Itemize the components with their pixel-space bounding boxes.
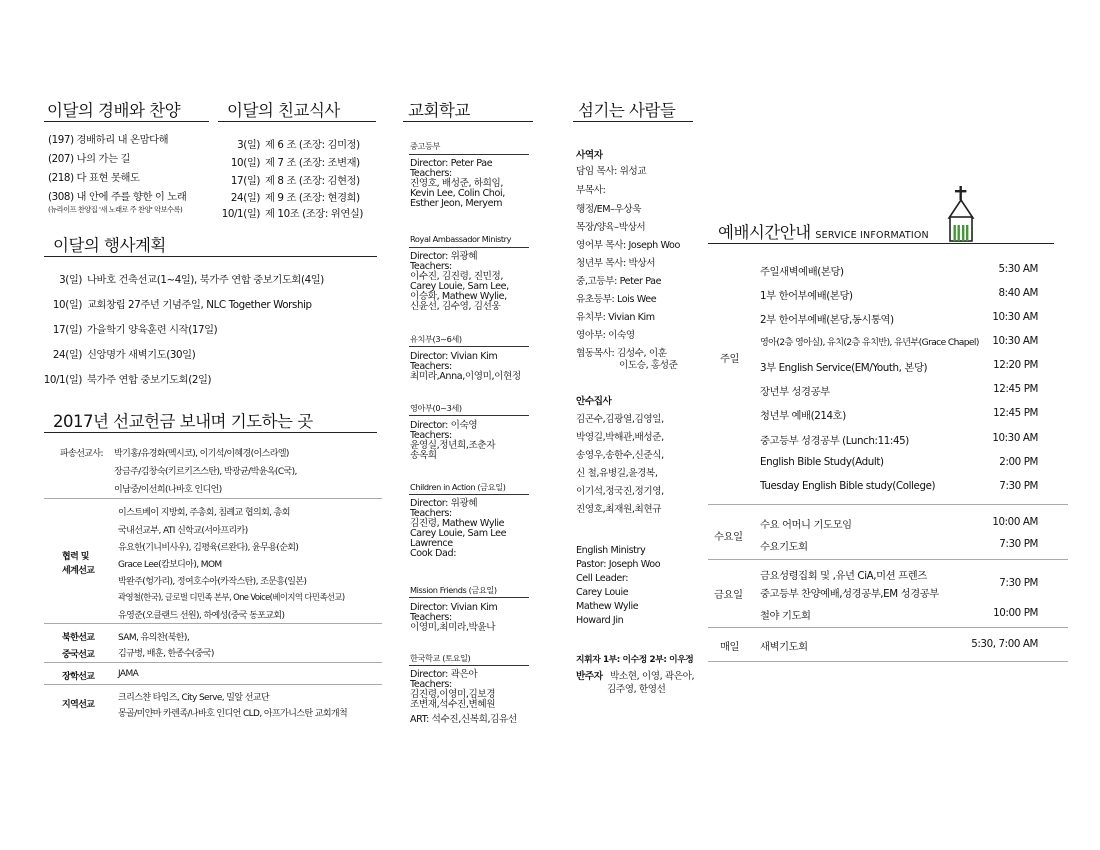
mission-sent-label: 파송선교사:: [60, 449, 103, 459]
school-line: Director: 위광혜: [410, 251, 478, 262]
deacon-line: 진영호,최재원,최현규: [576, 504, 662, 515]
church-icon: [944, 185, 978, 243]
school-line: Carey Louie, Sam Lee: [410, 528, 507, 539]
school-section-title: 영아부(0~3세): [410, 403, 462, 413]
sunday-service-name: 3부 English Service(EM/Youth, 본당): [760, 362, 928, 374]
school-section-title: Mission Friends (금요일): [410, 585, 497, 595]
sunday-service-time: 12:45 PM: [993, 383, 1038, 395]
school-line: Teachers:: [410, 168, 452, 179]
sunday-service-time: 10:30 AM: [992, 311, 1038, 323]
mission-scholar-label: 장학선교: [62, 672, 95, 682]
wed-service-time: 7:30 PM: [999, 538, 1038, 550]
events-rule: [44, 256, 377, 257]
fellowship-group: 제 9 조 (조장: 현경희): [265, 192, 360, 204]
mission-divider: [44, 662, 382, 663]
deacon-line: 박영길,박해관,배성준,: [576, 432, 664, 443]
worship-item: (207) 나의 가는 길: [48, 153, 131, 165]
staff-line: 행정/EM–우상욱: [576, 204, 642, 215]
fri-service-time: 7:30 PM: [999, 577, 1038, 589]
school-line: Cook Dad:: [410, 548, 457, 559]
school-line: Teachers:: [410, 261, 452, 272]
mission-coop-line: 곽영철(한국), 글로벌 디민족 본부, One Voice(베이지역 다민족선교): [118, 592, 345, 602]
mission-coop-line: 유요한(기니비사우), 김평육(르완다), 윤무용(순회): [118, 543, 299, 553]
daily-label: 매일: [720, 641, 740, 653]
worship-rule: [44, 121, 209, 122]
fri-prayer-time: 10:00 PM: [993, 607, 1038, 619]
event-text: 신앙명가 새벽기도(30일): [87, 349, 196, 361]
school-section-title: Royal Ambassador Ministry: [410, 234, 512, 244]
school-line: 이영미,최미라,박윤나: [410, 622, 496, 633]
event-date: 3(일): [59, 274, 82, 286]
school-line: Teachers:: [410, 508, 452, 519]
school-section-rule: [409, 154, 529, 155]
wed-label: 수요일: [714, 531, 743, 543]
accompanist-label: 반주자: [576, 671, 603, 682]
mission-coop-line: 유영준(오클랜드 선원), 하예성(중국 동포교회): [118, 611, 285, 621]
sunday-service-time: 5:30 AM: [998, 263, 1038, 275]
mission-local-line: 몽골/미얀마 카렌족/나바호 인디언 CLD, 아프가니스탄 교회개척: [118, 709, 348, 719]
school-line: Carey Louie, Sam Lee,: [410, 281, 509, 292]
sunday-service-name: 2부 한어부예배(본당,동시통역): [760, 314, 894, 326]
mission-rule: [44, 432, 377, 433]
sunday-service-time: 10:30 AM: [992, 335, 1038, 347]
events-title: 이달의 행사계획: [53, 236, 166, 255]
school-line: 이수진, 김진령, 진민정,: [410, 271, 504, 282]
fellowship-title: 이달의 친교식사: [227, 101, 340, 120]
school-line: Esther Jeon, Meryem: [410, 198, 503, 209]
fellowship-date: 10/1(일): [221, 208, 260, 220]
english-line: Howard Jin: [576, 615, 624, 626]
mission-local-line: 크리스챤 타임즈, City Serve, 밀알 선교단: [118, 693, 270, 703]
mission-sent-line: 장금주/김창숙(키르키즈스탄), 박광균/박윤옥(C국),: [114, 467, 297, 477]
school-line: 신윤선, 김수영, 김선웅: [410, 301, 501, 312]
mission-coop-line: 이스트베이 지방회, 주총회, 침례교 협의회, 총회: [118, 508, 290, 518]
school-line: Kevin Lee, Colin Choi,: [410, 188, 505, 199]
sunday-service-name: 장년부 성경공부: [760, 386, 830, 398]
sunday-service-name: 청년부 예배(214호): [760, 410, 846, 422]
mission-coop-line: 국내선교부, ATI 신학교(서아프리카): [118, 526, 248, 536]
mission-divider: [44, 498, 382, 499]
mission-local-label: 지역선교: [62, 700, 95, 710]
school-line: Teachers:: [410, 612, 452, 623]
fellowship-group: 제 7 조 (조장: 조변재): [265, 157, 360, 169]
english-line: Cell Leader:: [576, 573, 629, 584]
mission-coop-line: 박완주(헝가리), 정여호수아(카작스탄), 조문흥(일본): [118, 577, 307, 587]
fri-label: 금요일: [714, 589, 743, 601]
event-date: 10/1(일): [43, 374, 82, 386]
staff-line: 협동목사: 김성수, 이훈: [576, 348, 667, 359]
accompanist-line: 김주영, 한영선: [607, 684, 666, 695]
fellowship-date: 10(일): [230, 157, 260, 169]
school-line: 송옥희: [410, 450, 437, 461]
staff-line: 영아부: 이숙영: [576, 330, 635, 341]
sunday-service-time: 7:30 PM: [999, 480, 1038, 492]
school-line: 윤영실,정년희,조춘자: [410, 440, 496, 451]
sunday-service-time: 8:40 AM: [998, 287, 1038, 299]
wed-service-name: 수요기도회: [760, 541, 808, 553]
staff-heading: 사역자: [576, 150, 603, 161]
school-line: 김진령, Mathew Wylie: [410, 518, 505, 529]
wed-service-time: 10:00 AM: [992, 516, 1038, 528]
school-line: 진영호, 배성준, 하희임,: [410, 178, 504, 189]
school-line: Director: 위광혜: [410, 498, 478, 509]
service-divider: [708, 627, 1068, 628]
school-section-rule: [409, 415, 529, 416]
sunday-service-name: 1부 한어부예배(본당): [760, 290, 853, 302]
deacon-heading: 안수집사: [576, 396, 612, 407]
sunday-service-time: 2:00 PM: [999, 456, 1038, 468]
staff-line: 유치부: Vivian Kim: [576, 312, 655, 323]
school-section-title: 유치부(3~6세): [410, 334, 462, 344]
mission-coop-label: 협력 및: [62, 552, 89, 562]
sunday-label: 주일: [720, 353, 740, 365]
school-line: Teachers:: [410, 430, 452, 441]
school-line: 이승화, Mathew Wylie,: [410, 291, 507, 302]
school-title: 교회학교: [408, 101, 470, 120]
event-text: 교회창립 27주년 기념주일, NLC Together Worship: [87, 299, 312, 311]
service-title: [718, 219, 929, 243]
school-section-title: 한국학교 (토요일): [410, 653, 471, 663]
accompanist-line: 박소현, 이영, 곽은아,: [610, 671, 695, 682]
english-line: Pastor: Joseph Woo: [576, 559, 661, 570]
deacon-line: 송영우,송한수,신준식,: [576, 450, 664, 461]
school-line: Director: Vivian Kim: [410, 602, 498, 613]
sunday-service-time: 12:20 PM: [993, 359, 1038, 371]
deacon-line: 이기석,정국진,정기영,: [576, 486, 664, 497]
sunday-service-name: 주일새벽예배(본당): [760, 266, 844, 278]
conductor: 지휘자 1부: 이수정 2부: 이우정: [576, 655, 694, 665]
fellowship-date: 3(일): [237, 139, 260, 151]
mission-coop-label: 세계선교: [62, 566, 95, 576]
fellowship-date: 17(일): [230, 175, 260, 187]
staff-line: 중,고등부: Peter Pae: [576, 276, 662, 287]
school-line: Director: Vivian Kim: [410, 351, 498, 362]
servants-rule: [573, 121, 693, 122]
school-section-title: 중고등부: [410, 141, 441, 151]
worship-item: (197) 경배하리 내 온맘다해: [48, 134, 169, 146]
deacon-line: 김곤수,김광열,김영일,: [576, 414, 664, 425]
school-line: Director: 곽은아: [410, 669, 478, 680]
service-title-ko: 예배시간안내: [718, 223, 811, 242]
mission-scholar: JAMA: [118, 669, 139, 679]
wed-service-name: 수요 어머니 기도모임: [760, 519, 852, 531]
school-line: Teachers:: [410, 361, 452, 372]
mission-china-label: 중국선교: [62, 650, 95, 660]
mission-north-label: 북한선교: [62, 633, 95, 643]
school-section-rule: [409, 665, 529, 666]
sunday-service-time: 12:45 PM: [993, 407, 1038, 419]
school-line: ART: 석수진,신복희,김유선: [410, 714, 517, 725]
sunday-service-name: English Bible Study(Adult): [760, 456, 884, 468]
school-line: Teachers:: [410, 679, 452, 690]
event-text: 가을학기 양육훈련 시작(17일): [87, 324, 218, 336]
worship-note: (뉴라이프 찬양집 '새 노래로 주 찬양' 악보수록): [48, 205, 183, 214]
staff-line: 유초등부: Lois Wee: [576, 294, 657, 305]
fellowship-group: 제 6 조 (조장: 김미정): [265, 139, 360, 151]
fri-prayer-name: 철야 기도회: [760, 610, 811, 622]
worship-item: (308) 내 안에 주를 향한 이 노래: [48, 191, 187, 203]
event-date: 17(일): [52, 324, 82, 336]
service-divider: [708, 504, 1068, 505]
mission-sent-line: 이남중/이선희(나바호 인디언): [114, 485, 222, 495]
fellowship-date: 24(일): [230, 192, 260, 204]
english-line: English Ministry: [576, 545, 646, 556]
mission-title: 2017년 선교헌금 보내며 기도하는 곳: [53, 412, 313, 431]
worship-title: 이달의 경배와 찬양: [47, 101, 181, 120]
school-line: 조변재,석수진,변혜원: [410, 699, 496, 710]
school-section-title: Children in Action (금요일): [410, 482, 506, 492]
mission-north: SAM, 유의찬(북한),: [118, 633, 190, 643]
fellowship-group: 제 8 조 (조장: 김현정): [265, 175, 360, 187]
mission-coop-line: Grace Lee(캄보디아), MOM: [118, 560, 222, 570]
servants-title: 섬기는 사람들: [578, 101, 676, 120]
event-text: 나바호 건축선교(1~4일), 북가주 연합 중보기도회(4일): [87, 274, 324, 286]
english-line: Mathew Wylie: [576, 601, 639, 612]
service-title-en: SERVICE INFORMATION: [815, 230, 929, 241]
school-line: Director: Peter Pae: [410, 158, 493, 169]
school-line: 최미라,Anna,이영미,이현정: [410, 371, 521, 382]
staff-line: 부목사:: [576, 185, 606, 196]
service-divider: [708, 559, 1068, 560]
sunday-service-name: Tuesday English Bible study(College): [760, 480, 936, 492]
fri-service-name: 금요성령집회 및 ,유년 CiA,미션 프렌즈: [760, 570, 927, 582]
sunday-service-name: 중고등부 성경공부 (Lunch:11:45): [760, 435, 909, 447]
daily-service-name: 새벽기도회: [760, 641, 808, 653]
event-date: 24(일): [52, 349, 82, 361]
fellowship-group: 제 10조 (조장: 위연실): [265, 208, 364, 220]
school-line: Director: 이숙영: [410, 420, 478, 431]
staff-line: 청년부 목사: 박상서: [576, 258, 656, 269]
staff-line: 담임 목사: 위성교: [576, 166, 647, 177]
school-line: 김진령,이영미,김보경: [410, 689, 496, 700]
fri-service-name: 중고등부 찬양예배,성경공부,EM 성경공부: [760, 588, 939, 600]
staff-line: 영어부 목사: Joseph Woo: [576, 240, 680, 251]
school-rule: [403, 121, 533, 122]
service-rule: [708, 243, 1054, 244]
mission-divider: [44, 623, 382, 624]
event-date: 10(일): [52, 299, 82, 311]
fellowship-rule: [218, 121, 376, 122]
service-divider: [708, 661, 1068, 662]
staff-line: 목장/양육–박상서: [576, 222, 646, 233]
mission-sent-line: 박기홍/유경화(멕시코), 이기석/이혜경(이스라엘): [114, 449, 289, 459]
school-section-rule: [409, 346, 529, 347]
worship-item: (218) 다 표현 못해도: [48, 172, 140, 184]
staff-line: 이도승, 홍성준: [619, 360, 678, 371]
mission-china: 김규병, 배훈, 한종수(중국): [118, 649, 214, 659]
school-line: Lawrence: [410, 538, 453, 549]
school-section-rule: [409, 494, 529, 495]
deacon-line: 신 철,유병길,윤경복,: [576, 468, 658, 479]
sunday-service-time: 10:30 AM: [992, 432, 1038, 444]
daily-service-time: 5:30, 7:00 AM: [971, 638, 1038, 650]
mission-divider: [44, 684, 382, 685]
event-text: 북가주 연합 중보기도회(2일): [87, 374, 212, 386]
english-line: Carey Louie: [576, 587, 629, 598]
school-section-rule: [409, 247, 529, 248]
sunday-service-name: 영아(2층 영아실), 유치(2층 유치반), 유년부(Grace Chapel): [760, 338, 979, 348]
school-section-rule: [409, 597, 529, 598]
